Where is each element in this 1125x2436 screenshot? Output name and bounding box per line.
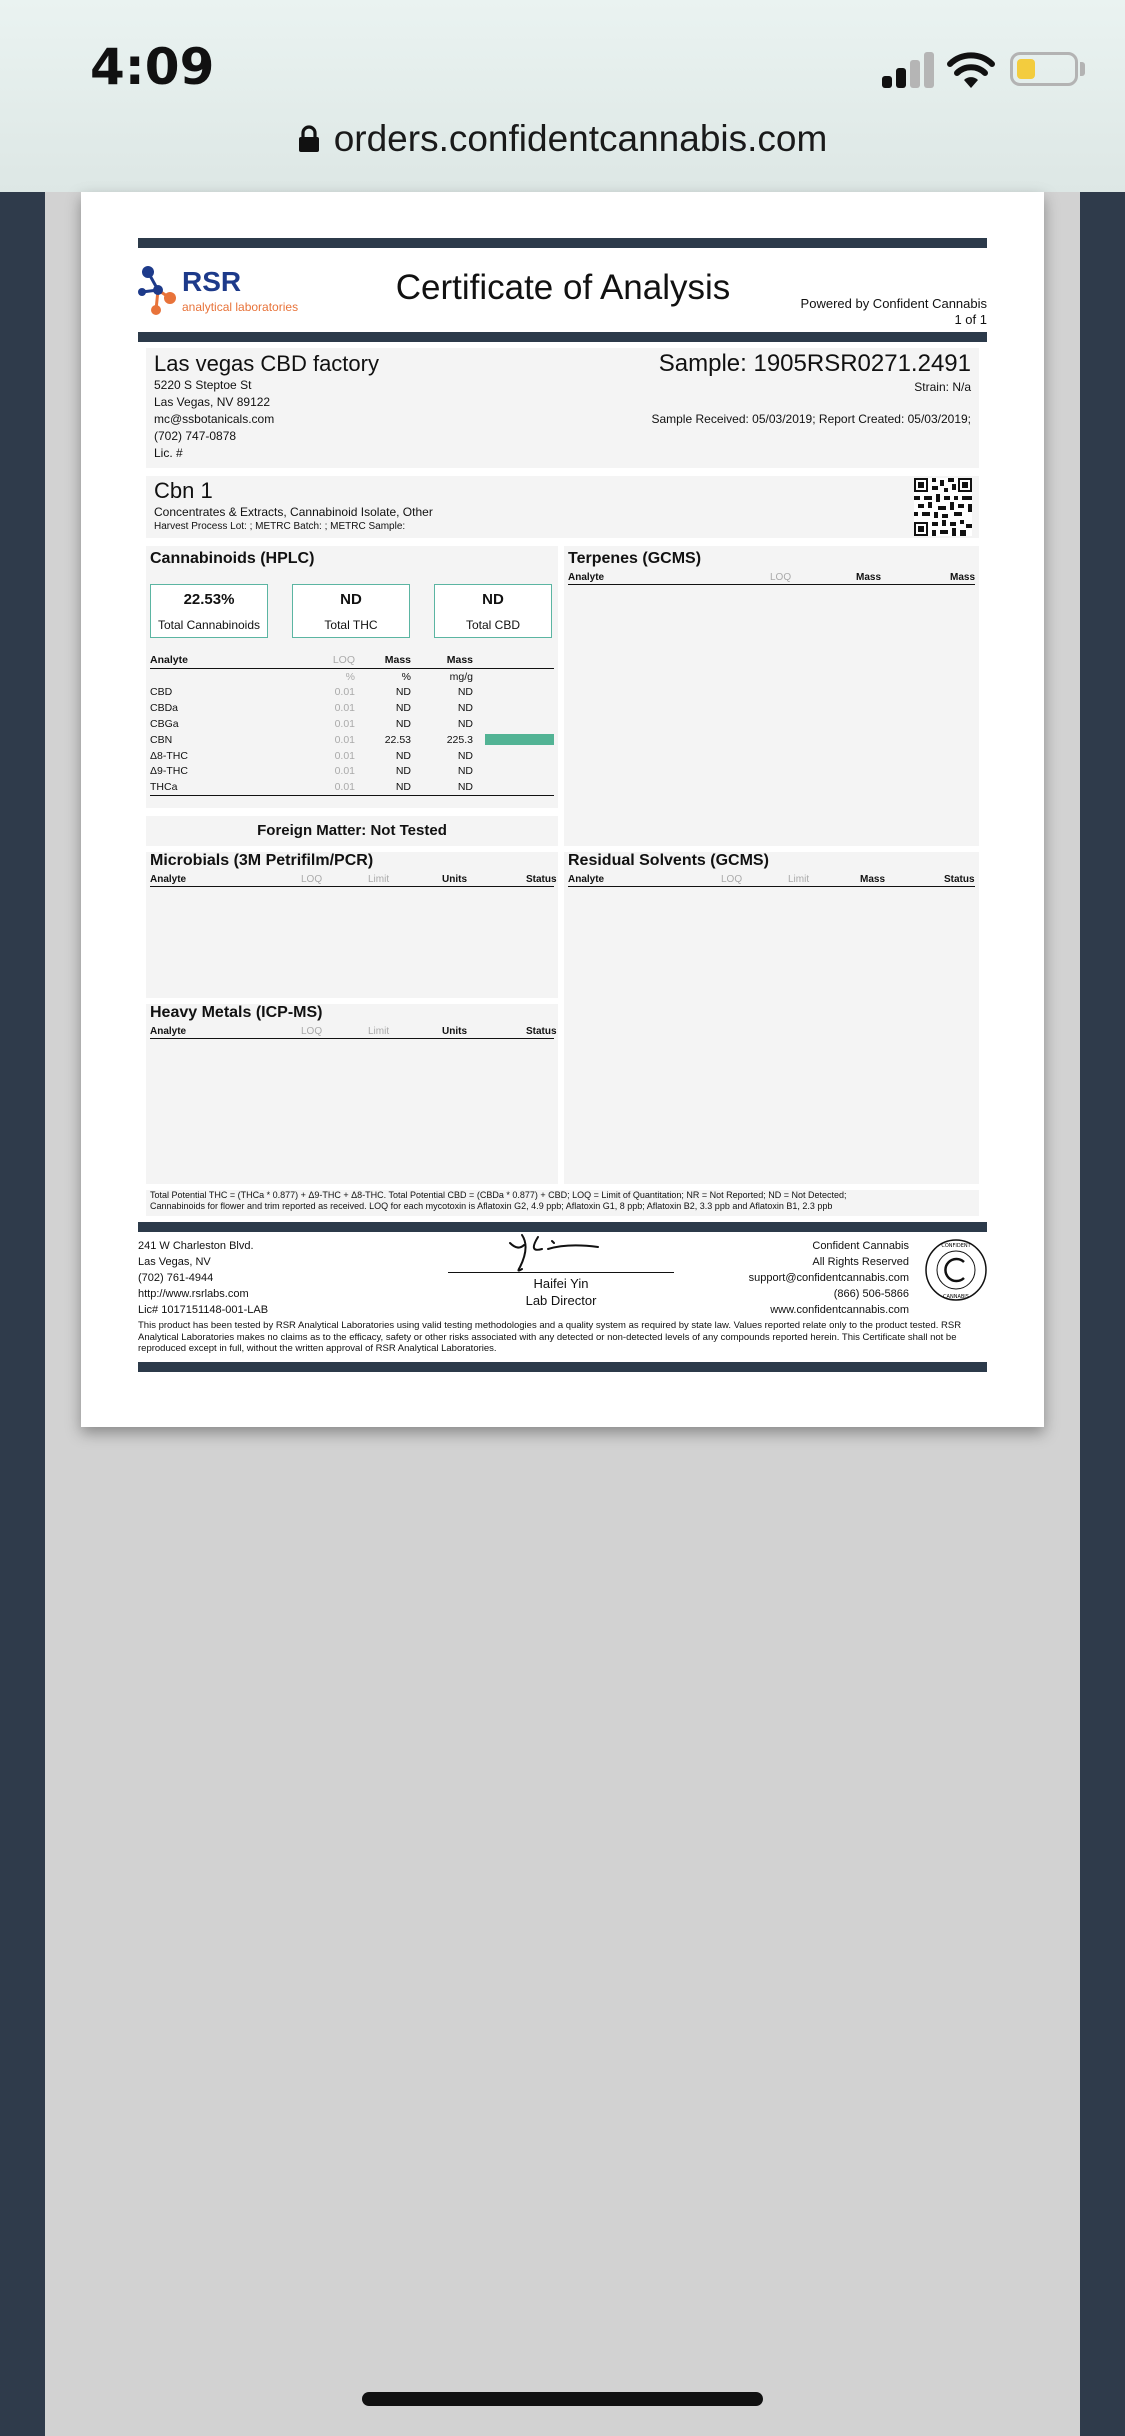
- bar-cell: [473, 732, 554, 748]
- terpenes-title: Terpenes (GCMS): [568, 550, 702, 567]
- signature-line: [448, 1272, 674, 1273]
- microbials-title: Microbials (3M Petrifilm/PCR): [150, 852, 374, 869]
- pct-cell: 22.53: [384, 733, 411, 746]
- bottom-rule: [138, 1362, 987, 1372]
- kpi-value: 22.53%: [183, 591, 235, 608]
- micro-header-rule: [150, 886, 554, 887]
- terp-header-rule: [568, 584, 975, 585]
- kpi-value: ND: [482, 591, 504, 608]
- bar-cell: [473, 764, 554, 780]
- hm-col-loq: LOQ: [301, 1026, 323, 1037]
- kpi-value: ND: [340, 591, 362, 608]
- bar-cell: [473, 748, 554, 764]
- signer-name: Haifei Yin: [533, 1276, 589, 1291]
- kpi-label: Total THC: [324, 618, 378, 632]
- cc-info-line: www.confidentcannabis.com: [770, 1304, 909, 1316]
- table-row: [150, 748, 554, 764]
- strain: Strain: N/a: [914, 380, 971, 394]
- loq-cell: 0.01: [334, 749, 355, 762]
- table-header-row: [150, 652, 554, 668]
- pct-cell: ND: [395, 765, 411, 778]
- home-indicator[interactable]: [362, 2392, 763, 2406]
- lab-address-line: (702) 761-4944: [138, 1272, 214, 1284]
- loq-cell: 0.01: [334, 702, 355, 715]
- pct-cell: ND: [395, 686, 411, 699]
- client-phone: (702) 747-0878: [154, 429, 237, 443]
- cc-info-line: (866) 506-5866: [833, 1288, 909, 1300]
- rs-col-limit: Limit: [788, 874, 810, 885]
- loq-cell: 0.01: [334, 718, 355, 731]
- kpi-total-cannabinoids: [150, 584, 268, 638]
- lab-address-line: Lic# 1017151148-001-LAB: [138, 1304, 269, 1316]
- rs-col-mass: Mass: [860, 874, 886, 885]
- foreign-matter: Foreign Matter: Not Tested: [257, 822, 447, 839]
- analyte-cell: CBD: [150, 686, 173, 699]
- bar-cell: [473, 685, 554, 701]
- confident-cannabis-seal-icon: [924, 1238, 988, 1302]
- cc-info-line: Confident Cannabis: [812, 1240, 909, 1252]
- kpi-label: Total CBD: [465, 618, 521, 632]
- heavy-metals-panel: [146, 1004, 558, 1184]
- logo-wordmark: RSR: [182, 266, 242, 297]
- product-category: Concentrates & Extracts, Cannabinoid Isolate, Other: [154, 505, 433, 519]
- terp-col-analyte: Analyte: [568, 572, 605, 583]
- kpi-total-cbd: [434, 584, 552, 638]
- client-address-2: Las Vegas, NV 89122: [154, 395, 271, 409]
- kpi-total-thc: [292, 584, 410, 638]
- unit-loq: %: [345, 670, 355, 683]
- disclaimer: This product has been tested by RSR Analytical Laboratories using valid testing methodologies and a quality system as required by state law. Values reported relate only to the product tested. RSR Analytical Laboratories makes no claims as to the efficacy, safety or other risks associated with any detected or non-detected levels of any compounds reported herein. This Certificate shall not be reproduced except in full, without the written approval of RSR Analytical Laboratories.: [138, 1320, 962, 1354]
- micro-col-units: Units: [442, 874, 467, 885]
- bar-cell: [473, 779, 554, 795]
- mg-cell: ND: [457, 765, 473, 778]
- cc-info-line: support@confidentcannabis.com: [748, 1272, 909, 1284]
- rs-header-rule: [568, 886, 975, 887]
- viewer-left-gutter: [0, 192, 45, 2436]
- rsr-logo-icon: [138, 264, 178, 316]
- micro-col-analyte: Analyte: [150, 874, 187, 885]
- pct-cell: ND: [395, 781, 411, 794]
- logo-subtitle: analytical laboratories: [182, 300, 299, 314]
- sample-dates: Sample Received: 05/03/2019; Report Created: 05/03/2019;: [651, 412, 971, 426]
- mg-cell: ND: [457, 686, 473, 699]
- client-email: mc@ssbotanicals.com: [154, 412, 275, 426]
- signer-title: Lab Director: [525, 1293, 597, 1308]
- loq-cell: 0.01: [334, 781, 355, 794]
- hm-col-status: Status: [526, 1026, 557, 1037]
- lab-address-line: http://www.rsrlabs.com: [138, 1288, 249, 1300]
- powered-by: Powered by Confident Cannabis: [800, 296, 987, 311]
- table-row: [150, 764, 554, 780]
- lab-address: [138, 1238, 268, 1318]
- units-row: [150, 668, 554, 684]
- cannabinoids-table: [150, 652, 554, 796]
- analyte-cell: Δ9-THC: [150, 765, 188, 778]
- residual-solvents-title: Residual Solvents (GCMS): [568, 852, 769, 869]
- harvest-info: Harvest Process Lot: ; METRC Batch: ; METRC Sample:: [154, 521, 406, 532]
- client-address-1: 5220 S Steptoe St: [154, 378, 252, 392]
- rs-col-loq: LOQ: [721, 874, 743, 885]
- table-row: [150, 716, 554, 732]
- micro-col-loq: LOQ: [301, 874, 323, 885]
- kpi-label: Total Cannabinoids: [157, 618, 261, 632]
- notes-text: [150, 1190, 975, 1212]
- client-license: Lic. #: [154, 446, 183, 460]
- sample-id: Sample: 1905RSR0271.2491: [658, 350, 971, 377]
- analyte-cell: THCa: [150, 781, 178, 794]
- lab-address-line: 241 W Charleston Blvd.: [138, 1240, 254, 1252]
- col-mass-pct: Mass: [384, 653, 411, 666]
- analyte-cell: CBN: [150, 733, 173, 746]
- address-bar[interactable]: [298, 118, 828, 160]
- browser-status-bar: [0, 0, 1125, 193]
- signature-image: [508, 1231, 608, 1273]
- mg-cell: ND: [457, 702, 473, 715]
- wifi-icon: [946, 50, 996, 90]
- hm-col-units: Units: [442, 1026, 467, 1037]
- viewer-left-column: [45, 192, 81, 2436]
- unit-mg: mg/g: [449, 670, 473, 683]
- client-name: Las vegas CBD factory: [154, 351, 379, 376]
- hm-header-rule: [150, 1038, 554, 1039]
- micro-col-limit: Limit: [368, 874, 390, 885]
- microbials-panel: [146, 852, 558, 998]
- cellular-signal-icon: [882, 52, 934, 88]
- svg-text:CONFIDENT: CONFIDENT: [941, 1243, 971, 1249]
- rs-col-status: Status: [944, 874, 975, 885]
- value-bar: [485, 734, 554, 745]
- bar-cell: [473, 700, 554, 716]
- svg-text:CANNABIS: CANNABIS: [943, 1294, 969, 1300]
- mg-cell: ND: [457, 781, 473, 794]
- cc-info: [749, 1238, 909, 1318]
- product-name: Cbn 1: [154, 478, 213, 503]
- loq-cell: 0.01: [334, 686, 355, 699]
- lock-icon: [298, 125, 320, 153]
- terp-col-mass-1: Mass: [856, 572, 882, 583]
- hm-col-limit: Limit: [368, 1026, 390, 1037]
- page-title: Certificate of Analysis: [395, 268, 731, 307]
- cc-info-line: All Rights Reserved: [812, 1256, 909, 1268]
- pct-cell: ND: [395, 718, 411, 731]
- clock: 4:09: [90, 38, 215, 96]
- qr-code-icon[interactable]: [914, 478, 972, 536]
- analyte-cell: CBGa: [150, 718, 179, 731]
- loq-cell: 0.01: [334, 765, 355, 778]
- table-row: [150, 732, 554, 748]
- header-rule: [138, 332, 987, 342]
- col-mass-mg: Mass: [446, 653, 473, 666]
- mg-cell: ND: [457, 749, 473, 762]
- mg-cell: ND: [457, 718, 473, 731]
- table-row: [150, 700, 554, 716]
- rs-col-analyte: Analyte: [568, 874, 605, 885]
- notes-line-1: Total Potential THC = (THCa * 0.877) + Δ9-THC + Δ8-THC. Total Potential CBD = (CBDa * 0.877) + CBD; LOQ = Limit of Quantitation; NR = Not Reported; ND = Not Detected;: [150, 1190, 847, 1200]
- terp-col-loq: LOQ: [770, 572, 792, 583]
- battery-icon: [1010, 52, 1078, 86]
- cannabinoids-title: Cannabinoids (HPLC): [150, 550, 315, 567]
- bar-cell: [473, 716, 554, 732]
- viewer-right-gutter: [1080, 192, 1125, 2436]
- viewer-right-column: [1044, 192, 1080, 2436]
- analyte-cell: Δ8-THC: [150, 749, 188, 762]
- lab-address-line: Las Vegas, NV: [138, 1256, 211, 1268]
- hm-col-analyte: Analyte: [150, 1026, 187, 1037]
- url-text: orders.confidentcannabis.com: [333, 118, 828, 159]
- notes-line-2: Cannabinoids for flower and trim reported as received. LOQ for each mycotoxin is Aflatoxin G2, 4.9 ppb; Aflatoxin G1, 8 ppb; Aflatoxin B2, 3.3 ppb and Aflatoxin B1, 2.3 ppb: [150, 1201, 833, 1211]
- col-loq: LOQ: [332, 653, 355, 666]
- battery-tip: [1080, 62, 1085, 76]
- col-analyte: Analyte: [150, 653, 188, 666]
- pct-cell: ND: [395, 702, 411, 715]
- micro-col-status: Status: [526, 874, 557, 885]
- table-row: [150, 779, 554, 795]
- unit-pct: %: [401, 670, 411, 683]
- terp-col-mass-2: Mass: [950, 572, 976, 583]
- mg-cell: 225.3: [446, 733, 473, 746]
- analyte-cell: CBDa: [150, 702, 179, 715]
- heavy-metals-title: Heavy Metals (ICP-MS): [150, 1004, 323, 1021]
- pct-cell: ND: [395, 749, 411, 762]
- page-count: 1 of 1: [954, 312, 987, 327]
- residual-solvents-panel: [564, 852, 979, 1184]
- terpenes-panel: [564, 546, 979, 846]
- top-rule: [138, 238, 987, 248]
- loq-cell: 0.01: [334, 733, 355, 746]
- table-row: [150, 685, 554, 701]
